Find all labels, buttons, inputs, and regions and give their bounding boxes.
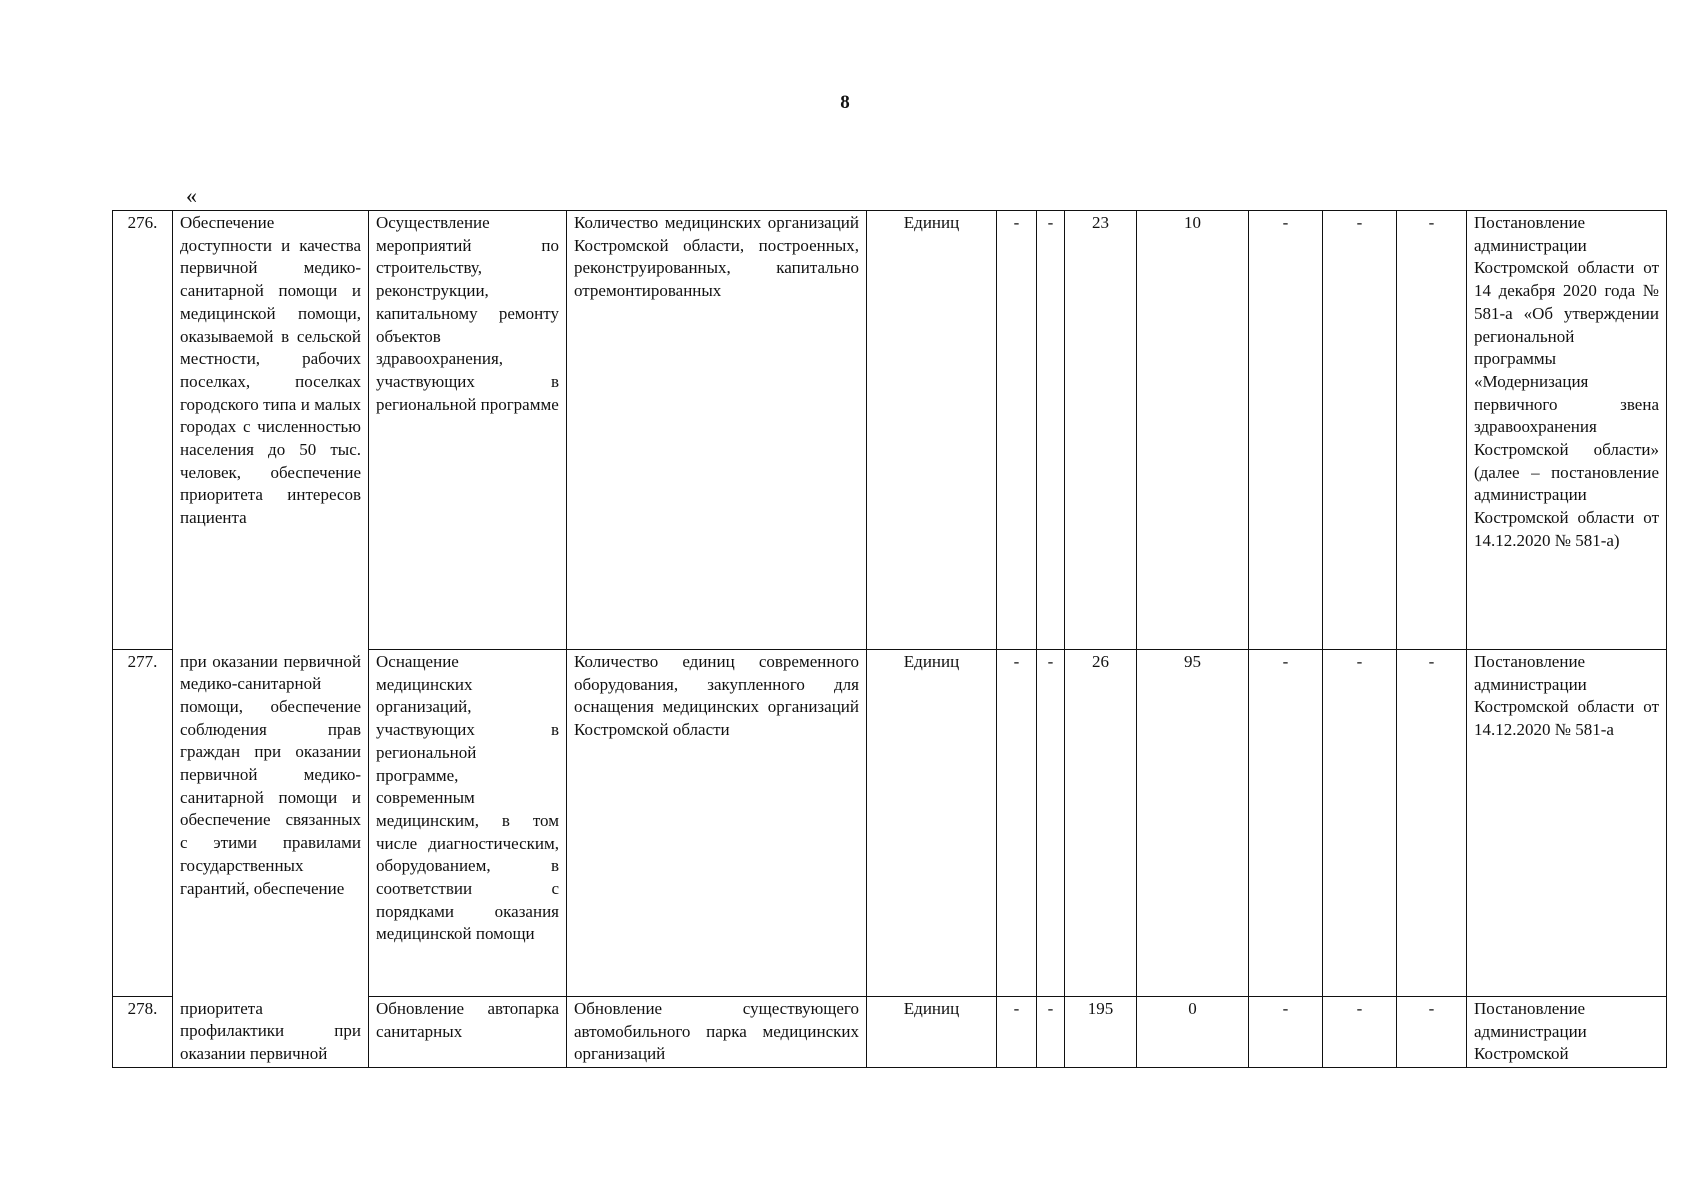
task-cell: Обеспечение доступности и качества первичной медико-санитарной помощи и медицинской помощи, оказываемой в сельской местности, рабочих поселках, поселках городского типа и малых городах с численностью населения до 50 тыс. человек, обеспечение приоритета интересов пациента xyxy=(173,211,369,650)
value-cell: - xyxy=(1037,650,1065,997)
basis-cell: Постановление администрации Костромской xyxy=(1467,997,1667,1068)
value-cell: 0 xyxy=(1137,997,1249,1068)
event-cell: Осуществление мероприятий по строительству, реконструкции, капитальному ремонту объектов здравоохранения, участвующих в региональной программе xyxy=(369,211,567,650)
value-cell: - xyxy=(1397,211,1467,650)
value-cell: - xyxy=(1323,211,1397,650)
indicator-cell: Обновление существующего автомобильного парка медицинских организаций xyxy=(567,997,867,1068)
value-cell: 195 xyxy=(1065,997,1137,1068)
event-cell: Обновление автопарка санитарных xyxy=(369,997,567,1068)
value-cell: - xyxy=(1037,997,1065,1068)
indicators-table xyxy=(112,210,1667,1068)
value-cell: - xyxy=(1037,211,1065,650)
value-cell: - xyxy=(1249,997,1323,1068)
unit-cell: Единиц xyxy=(867,211,997,650)
value-cell: - xyxy=(997,650,1037,997)
value-cell: - xyxy=(1323,997,1397,1068)
row-number: 277. xyxy=(113,650,173,997)
table-row xyxy=(113,650,1667,997)
basis-cell: Постановление администрации Костромской области от 14 декабря 2020 года № 581-а «Об утверждении региональной программы «Модернизация первичного звена здравоохранения Костромской области» (далее – постановление администрации Костромской области от 14.12.2020 № 581-а) xyxy=(1467,211,1667,650)
row-number: 276. xyxy=(113,211,173,650)
value-cell: - xyxy=(997,997,1037,1068)
indicator-cell: Количество медицинских организаций Костромской области, построенных, реконструированных, капитально отремонтированных xyxy=(567,211,867,650)
task-cell: при оказании первичной медико-санитарной помощи, обеспечение соблюдения прав граждан при оказании первичной медико-санитарной помощи и обеспечение связанных с этими правилами государственных гарантий, обеспечение xyxy=(173,650,369,997)
value-cell: - xyxy=(1323,650,1397,997)
table-row xyxy=(113,997,1667,1068)
program-table xyxy=(112,210,1666,1068)
row-number: 278. xyxy=(113,997,173,1068)
unit-cell: Единиц xyxy=(867,997,997,1068)
basis-cell: Постановление администрации Костромской области от 14.12.2020 № 581-а xyxy=(1467,650,1667,997)
indicator-cell: Количество единиц современного оборудования, закупленного для оснащения медицинских организаций Костромской области xyxy=(567,650,867,997)
table-row xyxy=(113,211,1667,650)
value-cell: - xyxy=(1397,997,1467,1068)
value-cell: - xyxy=(1249,211,1323,650)
value-cell: 95 xyxy=(1137,650,1249,997)
page-number: 8 xyxy=(840,92,850,113)
task-cell: приоритета профилактики при оказании первичной xyxy=(173,997,369,1068)
value-cell: - xyxy=(1249,650,1323,997)
value-cell: 26 xyxy=(1065,650,1137,997)
event-cell: Оснащение медицинских организаций, участвующих в региональной программе, современным медицинским, в том числе диагностическим, оборудованием, в соответствии с порядками оказания медицинской помощи xyxy=(369,650,567,997)
value-cell: 10 xyxy=(1137,211,1249,650)
unit-cell: Единиц xyxy=(867,650,997,997)
opening-quote-mark: « xyxy=(186,183,197,208)
value-cell: 23 xyxy=(1065,211,1137,650)
value-cell: - xyxy=(997,211,1037,650)
value-cell: - xyxy=(1397,650,1467,997)
